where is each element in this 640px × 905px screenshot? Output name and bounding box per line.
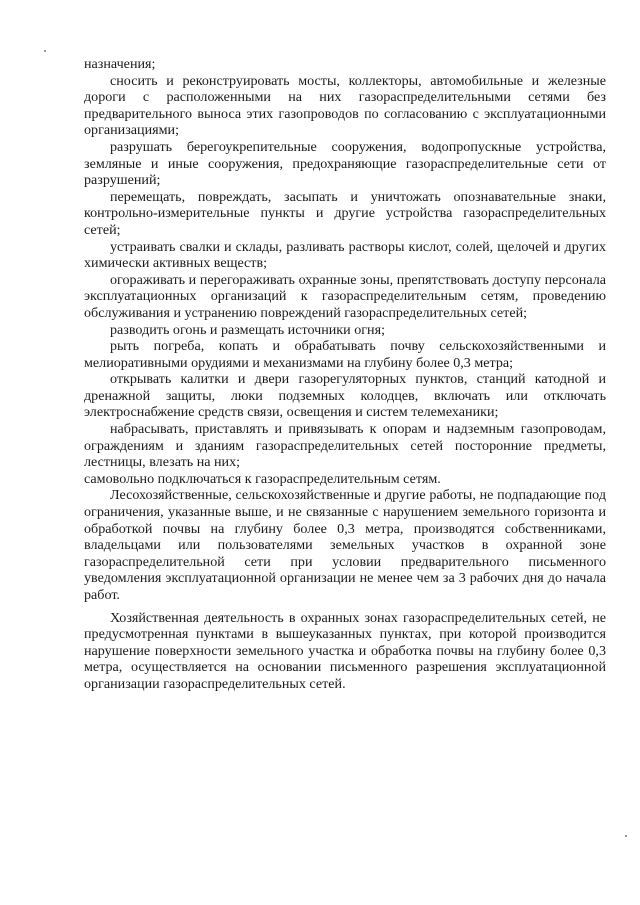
paragraph: назначения; [84,56,156,72]
paragraph: набрасывать, приставлять и привязывать к опорам и надземным газопроводам, ограждениям и зданиям газораспределительных сетей посторонние предметы, лестницы, влезать на них; [84,421,606,471]
scan-speck [44,50,46,52]
paragraph: Лесохозяйственные, сельскохозяйственные и другие работы, не подпадающие под ограничения, указанные выше, и не связанные с нарушением земельного горизонта и обработкой почвы на глубину более 0,3 метра, производятся собственниками, владельцами или пользователями земельных участков в охранной зоне газораспределительной сети при условии предварительного письменного уведомления эксплуатационной организации не менее чем за 3 рабочих дня до начала работ. [84,487,606,603]
paragraph: разводить огонь и размещать источники огня; [110,321,385,338]
scan-speck [625,835,627,837]
paragraph: Хозяйственная деятельность в охранных зонах газораспределительных сетей, не предусмотренная пунктами в вышеуказанных пунктах, при которой производится нарушение поверхности земельного участка и обработка почвы на глубину более 0,3 метра, осуществляется на основании письменного разрешения эксплуатационной организации газораспределительных сетей. [84,609,606,692]
paragraph: открывать калитки и двери газорегуляторных пунктов, станций катодной и дренажной защиты, люки подземных колодцев, включать или отключать электроснабжение средств связи, освещения и систем телемеханики; [84,371,606,421]
paragraph: рыть погреба, копать и обрабатывать почву сельскохозяйственными и мелиоративными орудиями и механизмами на глубину более 0,3 метра; [84,338,606,371]
paragraph: устраивать свалки и склады, разливать растворы кислот, солей, щелочей и других химически активных веществ; [84,238,606,272]
paragraph: перемещать, повреждать, засыпать и уничтожать опознавательные знаки, контрольно-измерительные пункты и другие устройства газораспределительных сетей; [84,188,606,238]
paragraph: самовольно подключаться к газораспределительным сетям. [84,470,441,487]
paragraph: огораживать и перегораживать охранные зоны, препятствовать доступу персонала эксплуатационных организаций к газораспределительным сетям, проведению обслуживания и устранению повреждений газораспределительных сетей; [84,271,606,321]
document-body [84,56,606,693]
paragraph: разрушать берегоукрепительные сооружения, водопропускные устройства, земляные и иные сооружения, предохраняющие газораспределительные сети от разрушений; [84,138,606,189]
paragraph: сносить и реконструировать мосты, коллекторы, автомобильные и железные дороги с расположенными на них газораспределительными сетями без предварительного выноса этих газопроводов по согласованию с эксплуатационными организациями; [84,72,606,139]
